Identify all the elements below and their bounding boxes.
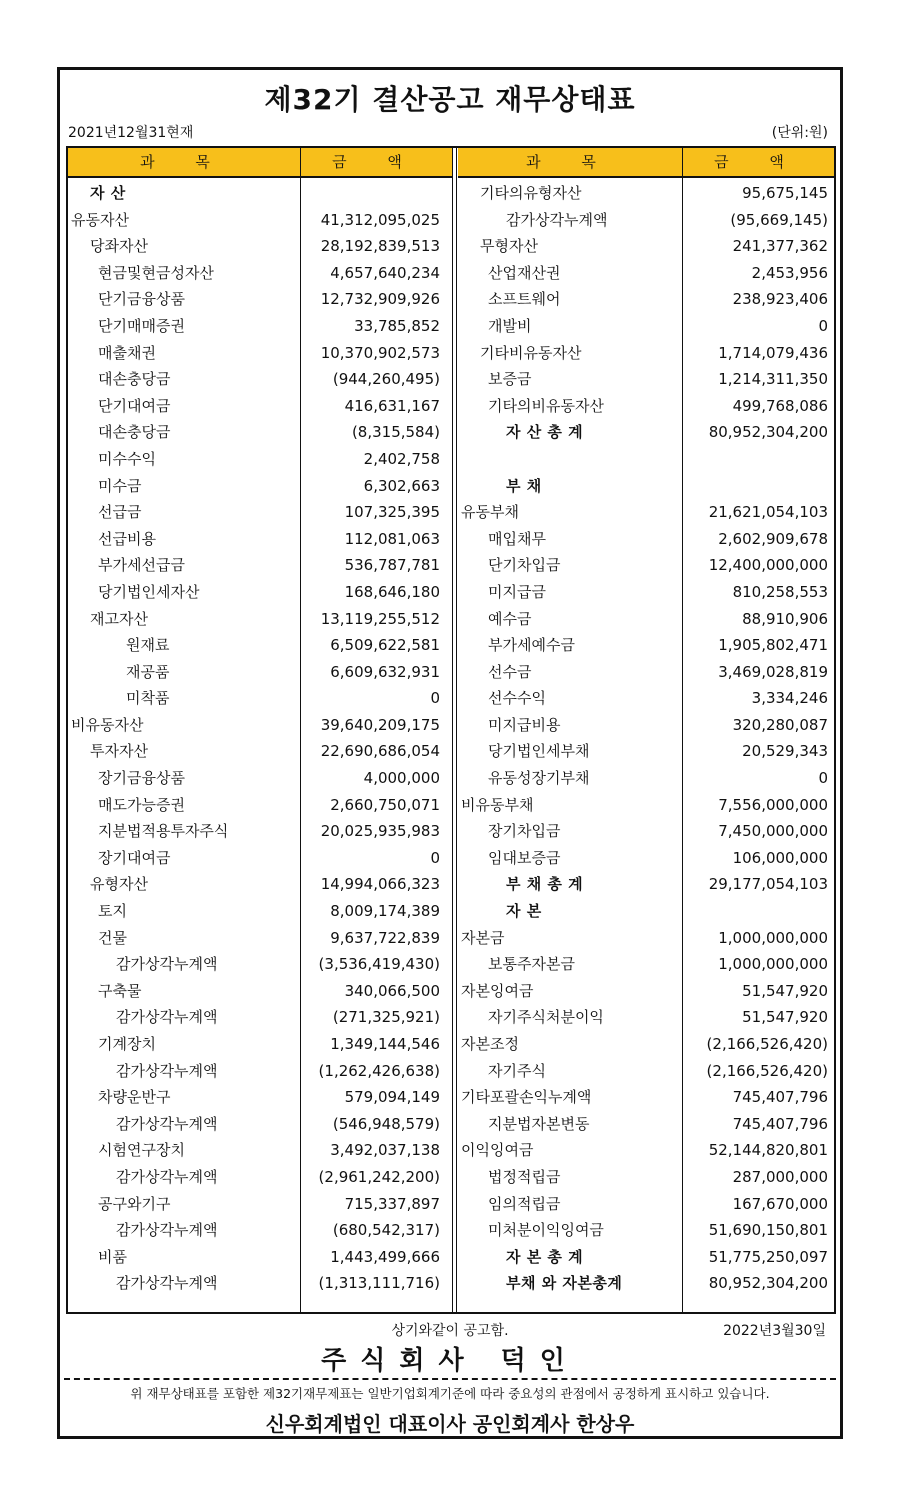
table-row xyxy=(68,765,448,792)
account-amount: 22,690,686,054 xyxy=(320,742,440,761)
table-row xyxy=(458,1084,834,1111)
account-label: 기타의유형자산 xyxy=(480,184,582,202)
account-amount: 51,547,920 xyxy=(742,1008,828,1027)
balance-sheet-table xyxy=(66,146,836,1314)
table-row xyxy=(68,1191,448,1218)
page-title: 제32기 결산공고 재무상태표 xyxy=(264,83,636,116)
account-label: 단기금융상품 xyxy=(98,290,185,309)
account-label: 감가상각누계액 xyxy=(116,1008,218,1027)
account-amount: 106,000,000 xyxy=(732,848,828,867)
account-amount: 168,646,180 xyxy=(344,582,440,601)
account-label: 선수수익 xyxy=(488,689,546,708)
account-amount: 287,000,000 xyxy=(732,1167,828,1186)
account-label: 자 산 xyxy=(90,184,126,202)
table-row xyxy=(68,845,448,872)
table-row xyxy=(68,1058,448,1085)
account-label: 당좌자산 xyxy=(90,237,148,256)
account-label: 비유동자산 xyxy=(71,715,144,734)
account-label: 자 본 총 계 xyxy=(506,1247,584,1266)
table-row xyxy=(68,978,448,1005)
table-row xyxy=(68,1111,448,1138)
account-label: 미지급금 xyxy=(488,582,546,601)
table-row xyxy=(68,1004,448,1031)
account-amount: 6,509,622,581 xyxy=(330,636,440,655)
table-row xyxy=(458,419,834,446)
account-amount: (3,536,419,430) xyxy=(318,955,440,974)
table-row xyxy=(68,419,448,446)
account-label: 선급금 xyxy=(98,503,142,522)
account-amount: 745,407,796 xyxy=(732,1088,828,1107)
account-label: 유동자산 xyxy=(71,210,129,229)
table-row xyxy=(68,606,448,633)
account-label: 부 채 총 계 xyxy=(506,875,584,894)
account-label: 선급비용 xyxy=(98,529,156,548)
account-label: 부채 와 자본총계 xyxy=(506,1274,623,1293)
account-amount: 95,675,145 xyxy=(742,184,828,202)
dashed-divider xyxy=(64,1378,836,1380)
account-amount: 0 xyxy=(430,848,440,867)
account-label: 투자자산 xyxy=(90,742,148,761)
table-row xyxy=(68,1217,448,1244)
account-amount: 2,602,909,678 xyxy=(718,529,828,548)
table-row xyxy=(458,579,834,606)
table-row xyxy=(68,659,448,686)
account-label: 미처분이익잉여금 xyxy=(488,1221,604,1240)
account-label: 장기차입금 xyxy=(488,822,561,841)
account-amount: 579,094,149 xyxy=(344,1088,440,1107)
account-amount: 6,609,632,931 xyxy=(330,662,440,681)
account-label: 산업재산권 xyxy=(488,263,561,282)
table-row xyxy=(68,366,448,393)
account-amount: (8,315,584) xyxy=(351,423,440,442)
account-label: 원재료 xyxy=(126,636,170,655)
account-amount: 9,637,722,839 xyxy=(330,928,440,947)
account-amount: 241,377,362 xyxy=(732,237,828,256)
table-row xyxy=(458,925,834,952)
account-label: 자본금 xyxy=(461,928,505,947)
table-row xyxy=(458,765,834,792)
account-amount: 2,402,758 xyxy=(363,449,440,468)
account-label: 재고자산 xyxy=(90,609,148,628)
account-amount: 14,994,066,323 xyxy=(320,875,440,894)
account-label: 미수수익 xyxy=(98,449,156,468)
account-amount: 1,714,079,436 xyxy=(718,343,828,362)
table-row xyxy=(458,1217,834,1244)
account-amount: 12,400,000,000 xyxy=(708,556,828,575)
report-date: 2021년12월31현재 xyxy=(68,125,194,141)
table-row xyxy=(458,845,834,872)
table-row xyxy=(68,898,448,925)
table-row xyxy=(458,632,834,659)
account-amount: (271,325,921) xyxy=(332,1008,440,1027)
account-label: 현금및현금성자산 xyxy=(98,263,214,282)
account-label: 매입채무 xyxy=(488,529,546,548)
account-label: 구축물 xyxy=(98,981,142,1000)
account-amount: 340,066,500 xyxy=(344,981,440,1000)
account-label: 법정적립금 xyxy=(488,1167,561,1186)
account-label: 기계장치 xyxy=(98,1035,156,1053)
account-amount: 20,025,935,983 xyxy=(320,822,440,841)
account-amount: 416,631,167 xyxy=(344,396,440,415)
account-label: 감가상각누계액 xyxy=(116,1061,218,1080)
account-amount: 0 xyxy=(818,316,828,335)
account-amount: 41,312,095,025 xyxy=(320,210,440,229)
table-row xyxy=(68,685,448,712)
account-label: 자기주식처분이익 xyxy=(488,1008,604,1027)
table-row xyxy=(458,446,834,473)
account-label: 자본잉여금 xyxy=(461,981,534,1000)
table-row xyxy=(68,313,448,340)
account-label: 매출채권 xyxy=(98,343,156,362)
assets-column xyxy=(68,180,448,1297)
table-row xyxy=(68,180,448,207)
table-row xyxy=(68,260,448,287)
table-row xyxy=(458,340,834,367)
account-label: 선수금 xyxy=(488,662,532,681)
table-row xyxy=(458,1004,834,1031)
account-amount: 536,787,781 xyxy=(344,556,440,575)
account-amount: 810,258,553 xyxy=(732,582,828,601)
table-row xyxy=(458,313,834,340)
table-row xyxy=(68,1031,448,1058)
table-row xyxy=(458,366,834,393)
account-label: 자본조정 xyxy=(461,1035,519,1053)
account-label: 부가세예수금 xyxy=(488,636,575,655)
table-row xyxy=(458,552,834,579)
account-amount: (2,961,242,200) xyxy=(318,1167,440,1186)
account-amount: 238,923,406 xyxy=(732,290,828,309)
account-label: 보통주자본금 xyxy=(488,955,575,974)
account-amount: (2,166,526,420) xyxy=(706,1035,828,1053)
header-amount-left: 금 액 xyxy=(300,148,452,178)
account-amount: 745,407,796 xyxy=(732,1114,828,1133)
account-label: 자 본 xyxy=(506,902,542,921)
table-row xyxy=(68,792,448,819)
account-amount: 1,349,144,546 xyxy=(330,1035,440,1053)
account-amount: 80,952,304,200 xyxy=(708,1274,828,1293)
account-amount: 33,785,852 xyxy=(354,316,440,335)
table-row xyxy=(458,233,834,260)
table-row xyxy=(68,579,448,606)
account-label: 지분법자본변동 xyxy=(488,1114,590,1133)
account-amount: (680,542,317) xyxy=(332,1221,440,1240)
account-amount: 51,690,150,801 xyxy=(708,1221,828,1240)
account-amount: 3,334,246 xyxy=(751,689,828,708)
account-amount: 2,660,750,071 xyxy=(330,795,440,814)
table-row xyxy=(68,712,448,739)
account-label: 당기법인세부채 xyxy=(488,742,590,761)
account-amount: 4,657,640,234 xyxy=(330,263,440,282)
notice-date: 2022년3월30일 xyxy=(723,1323,826,1339)
account-label: 개발비 xyxy=(488,316,532,335)
table-row xyxy=(458,1137,834,1164)
account-label: 보증금 xyxy=(488,370,532,389)
table-row xyxy=(68,473,448,500)
account-amount: 8,009,174,389 xyxy=(330,902,440,921)
table-row xyxy=(458,738,834,765)
table-row xyxy=(458,659,834,686)
account-label: 대손충당금 xyxy=(98,370,171,389)
table-row xyxy=(458,606,834,633)
account-amount: 80,952,304,200 xyxy=(708,423,828,442)
account-label: 예수금 xyxy=(488,609,532,628)
account-amount: 7,450,000,000 xyxy=(718,822,828,841)
account-label: 비유동부채 xyxy=(461,795,534,814)
table-row xyxy=(458,286,834,313)
table-row xyxy=(458,1270,834,1297)
table-row xyxy=(68,951,448,978)
table-row xyxy=(68,526,448,553)
account-label: 시험연구장치 xyxy=(98,1141,185,1160)
auditor-signature: 신우회계법인 대표이사 공인회계사 한상우 xyxy=(265,1412,635,1436)
account-amount: 51,775,250,097 xyxy=(708,1247,828,1266)
header-item-right: 과 목 xyxy=(458,148,682,178)
liabilities-equity-column xyxy=(458,180,834,1297)
account-amount: 7,556,000,000 xyxy=(718,795,828,814)
account-label: 단기대여금 xyxy=(98,396,171,415)
account-label: 건물 xyxy=(98,928,127,947)
account-amount: 1,443,499,666 xyxy=(330,1247,440,1266)
account-label: 비품 xyxy=(98,1247,127,1266)
account-amount: 6,302,663 xyxy=(363,476,440,495)
table-row xyxy=(458,180,834,207)
account-label: 감가상각누계액 xyxy=(116,1167,218,1186)
account-label: 자기주식 xyxy=(488,1061,546,1080)
account-label: 재공품 xyxy=(126,662,170,681)
table-row xyxy=(68,499,448,526)
table-row xyxy=(458,898,834,925)
account-amount: 1,000,000,000 xyxy=(718,955,828,974)
account-amount: 39,640,209,175 xyxy=(320,715,440,734)
account-label: 임대보증금 xyxy=(488,848,561,867)
account-label: 미착품 xyxy=(126,689,170,708)
table-row xyxy=(458,712,834,739)
account-label: 부가세선급금 xyxy=(98,556,185,575)
table-row xyxy=(458,1058,834,1085)
table-row xyxy=(458,792,834,819)
account-label: 지분법적용투자주식 xyxy=(98,822,229,841)
account-label: 매도가능증권 xyxy=(98,795,185,814)
account-label: 유형자산 xyxy=(90,875,148,894)
account-label: 장기금융상품 xyxy=(98,769,185,788)
account-label: 유동성장기부채 xyxy=(488,769,590,788)
table-row xyxy=(458,260,834,287)
table-row xyxy=(458,685,834,712)
table-row xyxy=(458,207,834,234)
header-amount-right: 금 액 xyxy=(682,148,834,178)
account-label: 기타포괄손익누계액 xyxy=(461,1088,592,1107)
account-label: 자 산 총 계 xyxy=(506,423,584,442)
table-row xyxy=(68,207,448,234)
account-amount: (546,948,579) xyxy=(332,1114,440,1133)
balance-sheet-frame xyxy=(57,67,843,1439)
account-amount: 1,214,311,350 xyxy=(718,370,828,389)
table-row xyxy=(458,526,834,553)
account-label: 소프트웨어 xyxy=(488,290,561,309)
account-label: 부 채 xyxy=(506,476,542,495)
table-row xyxy=(68,233,448,260)
account-label: 당기법인세자산 xyxy=(98,582,200,601)
table-row xyxy=(68,340,448,367)
header-item-left: 과 목 xyxy=(68,148,300,178)
account-amount: 320,280,087 xyxy=(732,715,828,734)
center-double-divider xyxy=(452,148,457,1312)
audit-note: 위 재무상태표를 포함한 제32기재무제표는 일반기업회계기준에 따라 중요성의 관점에서 공정하게 표시하고 있습니다. xyxy=(130,1386,770,1401)
account-amount: (1,313,111,716) xyxy=(318,1274,440,1293)
table-row xyxy=(458,499,834,526)
account-amount: 28,192,839,513 xyxy=(320,237,440,256)
table-row xyxy=(68,632,448,659)
table-row xyxy=(458,978,834,1005)
account-label: 장기대여금 xyxy=(98,848,171,867)
account-amount: 2,453,956 xyxy=(751,263,828,282)
account-label: 감가상각누계액 xyxy=(116,1221,218,1240)
account-label: 감가상각누계액 xyxy=(116,1114,218,1133)
account-amount: 0 xyxy=(818,769,828,788)
table-row xyxy=(458,1111,834,1138)
account-label: 단기차입금 xyxy=(488,556,561,575)
account-amount: 4,000,000 xyxy=(363,769,440,788)
account-label: 대손충당금 xyxy=(98,423,171,442)
account-label: 임의적립금 xyxy=(488,1194,561,1213)
table-row xyxy=(458,1191,834,1218)
account-label: 감가상각누계액 xyxy=(116,1274,218,1293)
table-row xyxy=(68,1270,448,1297)
account-amount: 107,325,395 xyxy=(344,503,440,522)
account-label: 유동부채 xyxy=(461,503,519,522)
table-row xyxy=(68,1164,448,1191)
table-row xyxy=(68,925,448,952)
account-label: 무형자산 xyxy=(480,237,538,256)
account-amount: 10,370,902,573 xyxy=(320,343,440,362)
account-amount: (95,669,145) xyxy=(730,210,828,229)
account-label: 차량운반구 xyxy=(98,1088,171,1107)
account-amount: 3,469,028,819 xyxy=(718,662,828,681)
table-row xyxy=(458,871,834,898)
account-amount: 1,000,000,000 xyxy=(718,928,828,947)
notice-text: 상기와같이 공고함. xyxy=(391,1323,509,1339)
account-amount: 499,768,086 xyxy=(732,396,828,415)
account-label: 단기매매증권 xyxy=(98,316,185,335)
account-label: 감가상각누계액 xyxy=(506,210,608,229)
account-amount: 167,670,000 xyxy=(732,1194,828,1213)
account-label: 기타의비유동자산 xyxy=(488,396,604,415)
currency-unit: (단위:원) xyxy=(771,125,828,141)
table-row xyxy=(458,1244,834,1271)
table-row xyxy=(458,818,834,845)
account-label: 토지 xyxy=(98,902,127,921)
account-amount: 88,910,906 xyxy=(742,609,828,628)
account-amount: 52,144,820,801 xyxy=(708,1141,828,1160)
table-row xyxy=(68,552,448,579)
table-row xyxy=(458,1031,834,1058)
account-amount: 0 xyxy=(430,689,440,708)
table-row xyxy=(458,393,834,420)
account-amount: 12,732,909,926 xyxy=(320,290,440,309)
account-amount: 715,337,897 xyxy=(344,1194,440,1213)
table-row xyxy=(68,393,448,420)
table-row xyxy=(68,1084,448,1111)
account-label: 공구와기구 xyxy=(98,1194,171,1213)
account-amount: 3,492,037,138 xyxy=(330,1141,440,1160)
account-amount: 51,547,920 xyxy=(742,981,828,1000)
account-amount: 1,905,802,471 xyxy=(718,636,828,655)
account-amount: (1,262,426,638) xyxy=(318,1061,440,1080)
table-row xyxy=(68,446,448,473)
table-row xyxy=(68,1244,448,1271)
table-row xyxy=(458,1164,834,1191)
table-row xyxy=(68,286,448,313)
company-name: 주식회사 덕인 xyxy=(321,1346,579,1376)
table-row xyxy=(68,1137,448,1164)
account-label: 기타비유동자산 xyxy=(480,343,582,362)
table-row xyxy=(458,473,834,500)
account-amount: 20,529,343 xyxy=(742,742,828,761)
account-label: 미지급비용 xyxy=(488,715,561,734)
account-amount: 21,621,054,103 xyxy=(708,503,828,522)
account-amount: 112,081,063 xyxy=(344,529,440,548)
table-row xyxy=(458,951,834,978)
account-amount: (944,260,495) xyxy=(332,370,440,389)
account-label: 미수금 xyxy=(98,476,142,495)
account-amount: (2,166,526,420) xyxy=(706,1061,828,1080)
table-row xyxy=(68,738,448,765)
table-row xyxy=(68,818,448,845)
table-row xyxy=(68,871,448,898)
account-label: 감가상각누계액 xyxy=(116,955,218,974)
account-amount: 13,119,255,512 xyxy=(320,609,440,628)
account-label: 이익잉여금 xyxy=(461,1141,534,1160)
account-amount: 29,177,054,103 xyxy=(708,875,828,894)
